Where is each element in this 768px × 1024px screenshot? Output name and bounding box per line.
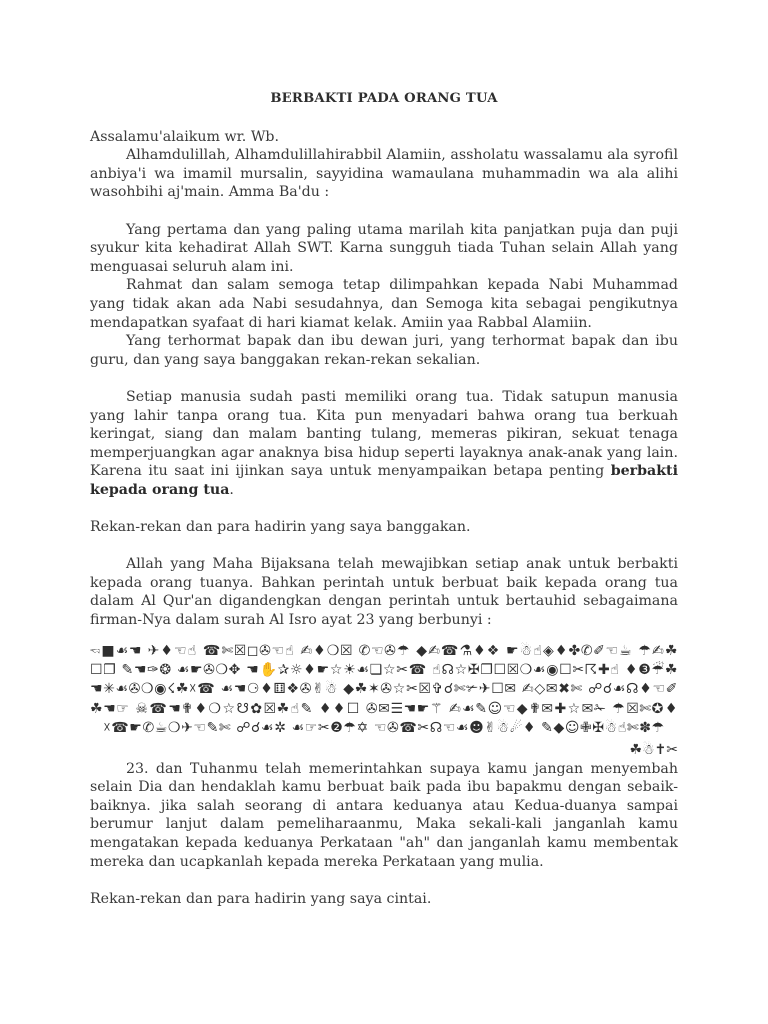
verse-symbol-tail: ☘☃✝✂ [629,741,678,758]
paragraph-salawat: Rahmat dan salam semoga tetap dilimpahkan kepada Nabi Muhammad yang tidak akan ada Nabi sesudahnya, dan Semoga kita sebagai pengikutnya mendapatkan syafaat di hari kiamat kelak. Amiin yaa Rabbal Alamiin. [90,277,678,331]
paragraph-parents [90,388,678,500]
paragraph-address: Rekan-rekan dan para hadirin yang saya banggakan. [90,519,471,536]
opening-paragraph: Alhamdulillah, Alhamdulillahirabbil Alamiin, assholatu wassalamu ala syrofil anbiya'i wa imamil mursalin, sayyidina wamaulana muhammadin wa ala alihi wasohbihi aj'main. Amma Ba'du : [90,147,678,201]
document-title: BERBAKTI PADA ORANG TUA [270,91,498,106]
document-page [90,90,678,908]
paragraph-parents-emphasis: berbakti kepada orang tua [90,463,678,498]
verse-translation: 23. dan Tuhanmu telah memerintahkan supaya kamu jangan menyembah selain Dia dan hendaklah kamu berbuat baik pada ibu bapakmu dengan sebaik-baiknya. jika salah seorang di antara keduanya atau Kedua-duanya sampai berumur lanjut dalam pemeliharaanmu, Maka sekali-kali janganlah kamu mengatakan kepada keduanya Perkataan "ah" dan janganlah kamu membentak mereka dan ucapkanlah kepada mereka Perkataan yang mulia. [90,760,678,870]
paragraph-praise: Yang pertama dan yang paling utama marilah kita panjatkan puja dan puji syukur kita kehadirat Allah SWT. Karna sungguh tiada Tuhan selain Allah yang menguasai seluruh alam ini. [90,221,678,275]
paragraph-obligation: Allah yang Maha Bijaksana telah mewajibkan setiap anak untuk berbakti kepada orang tuanya. Bahkan perintah untuk berbuat baik kepada orang tua dalam Al Qur'an digandengkan dengan perintah untuk bertauhid sebagaimana firman-Nya dalam surah Al Isro ayat 23 yang berbunyi : [90,556,678,629]
greeting: Assalamu'alaikum wr. Wb. [90,128,280,145]
paragraph-closing-address: Rekan-rekan dan para hadirin yang saya cintai. [90,890,432,907]
verse-symbol-text: 🖘■☙☚ ✈♦☜☝ ☎✄☒◻✇☜☝ ✍♦❍☒ ✆☜✇☂ ◆✍☎⚗♦❖ ☛☃☝◈♦✤✆✐☜☕ ☂✍☘☐❐ ✎☚✑❂ ☙☛✇❍✥ ☚✋✰☼♦☛☆☀☙❏☆✂☎ ☝☊☆✠❐☐☒❍☙◉☐✂☈✚☝ ♦❸☔☘☚✳☙✇❍◉☇☘☓☎ ☙☚⚆♦⚅❖✇✌☃ ◆☘✶✇☆✂☒✞☌✄✃✈☐✉ ✍◇✉✖✄ ☍☌☙☊♦☜✐☘☚☞ ☠☎☚✟♦❍☆☋✿☒☘☝✎ ♦♦☐ ✇✉☰☚☛⚚ ✍☙✎☺☜◆✟✉✚☆✉✁ ☂☒✄✪♦ ☓☎☛✆☕❍✈☜✎✄ ☍☌☙✲ ☙☞✂❷☂✡ ☜✇☎✂☊☜☙☻✌☃☄♦ ✎◆☺✙✠☃☝✄✽☂ [90,642,678,737]
paragraph-parents-end: . [229,481,234,498]
paragraph-parents-text: Setiap manusia sudah pasti memiliki orang tua. Tidak satupun manusia yang lahir tanpa orang tua. Kita pun menyadari bahwa orang tua berkuah keringat, siang dan malam banting tulang, memeras pikiran, sekuat tenaga memperjuangkan agar anaknya bisa hidup seperti layaknya anak-anak yang lain. Karena itu saat ini ijinkan saya untuk menyampaikan betapa penting [90,388,678,480]
paragraph-respects: Yang terhormat bapak dan ibu dewan juri, yang terhormat bapak dan ibu guru, dan yang saya banggakan rekan-rekan sekalian. [90,333,678,368]
